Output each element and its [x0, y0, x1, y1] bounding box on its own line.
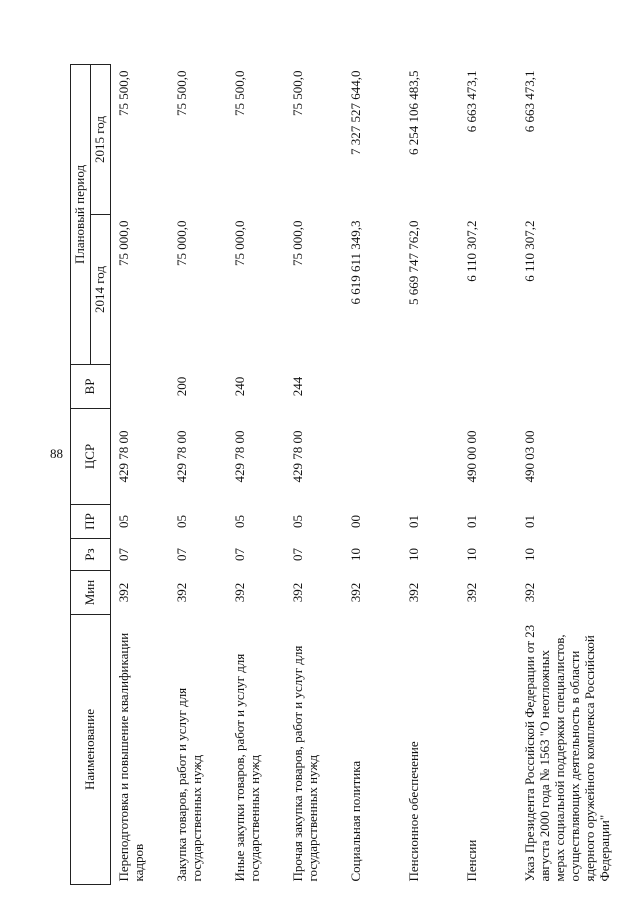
table-row	[227, 64, 285, 884]
table-row	[285, 64, 343, 884]
row-name: Прочая закупка товаров, работ и услуг для государственных нужд	[289, 645, 320, 882]
row-vr	[401, 365, 459, 409]
rotated-page	[70, 65, 630, 885]
row-vr: 200	[173, 376, 189, 397]
row-min: 392	[173, 582, 189, 603]
row-vr	[459, 365, 517, 409]
row-2015: 6 254 106 483,5	[405, 70, 421, 155]
row-pr: 05	[115, 515, 131, 528]
row-2015: 6 663 473,1	[463, 70, 479, 133]
row-rz: 07	[289, 548, 305, 561]
header-name: Наименование	[71, 615, 111, 885]
row-name: Закупка товаров, работ и услуг для государственных нужд	[173, 687, 204, 882]
row-name: Иные закупки товаров, работ и услуг для государственных нужд	[231, 653, 262, 882]
table-row	[110, 64, 169, 884]
header-csr: ЦСР	[71, 409, 111, 505]
row-csr: 429 78 00	[231, 430, 247, 483]
row-2015: 75 500,0	[231, 70, 247, 116]
row-2014: 6 110 307,2	[521, 220, 537, 282]
row-2014: 5 669 747 762,0	[405, 220, 421, 305]
row-name: Переподготовка и повышение квалификации кадров	[115, 632, 146, 882]
header-min: Мин	[71, 571, 111, 615]
header-pr: ПР	[71, 505, 111, 539]
row-csr: 429 78 00	[173, 430, 189, 483]
page-number: 88	[50, 446, 63, 461]
header-period: Плановый период	[71, 64, 91, 364]
row-vr	[110, 365, 169, 409]
table-row	[169, 64, 227, 884]
row-csr: 490 03 00	[521, 430, 537, 483]
row-name: Пенсии	[463, 839, 479, 882]
header-rz: Рз	[71, 539, 111, 571]
row-pr: 00	[347, 515, 363, 528]
row-csr: 429 78 00	[115, 430, 131, 483]
row-rz: 10	[405, 548, 421, 561]
row-vr	[517, 365, 623, 409]
row-pr: 05	[173, 515, 189, 528]
row-min: 392	[405, 582, 421, 603]
table-row	[517, 64, 623, 884]
header-2014: 2014 год	[90, 215, 110, 365]
row-min: 392	[115, 582, 131, 603]
table-row	[343, 64, 401, 884]
row-min: 392	[289, 582, 305, 603]
row-2014: 75 000,0	[173, 220, 189, 266]
row-pr: 01	[521, 515, 537, 528]
row-name: Пенсионное обеспечение	[405, 741, 421, 882]
row-pr: 01	[405, 515, 421, 528]
row-csr: 429 78 00	[289, 430, 305, 483]
row-2015: 6 663 473,1	[521, 70, 537, 133]
row-rz: 10	[463, 548, 479, 561]
row-2014: 6 619 611 349,3	[347, 220, 363, 305]
row-rz: 10	[521, 548, 537, 561]
row-pr: 01	[463, 515, 479, 528]
row-vr: 240	[231, 376, 247, 397]
row-vr: 244	[289, 376, 305, 397]
row-min: 392	[463, 582, 479, 603]
header-vr: ВР	[71, 365, 111, 409]
row-pr: 05	[289, 515, 305, 528]
row-min: 392	[347, 582, 363, 603]
row-vr	[343, 365, 401, 409]
row-2015: 75 500,0	[115, 70, 131, 116]
table-row	[459, 64, 517, 884]
row-name: Социальная политика	[347, 760, 363, 882]
row-csr	[343, 409, 401, 505]
row-2015: 7 327 527 644,0	[347, 70, 363, 155]
row-2014: 75 000,0	[115, 220, 131, 266]
row-pr: 05	[231, 515, 247, 528]
row-2015: 75 500,0	[173, 70, 189, 116]
row-rz: 07	[173, 548, 189, 561]
row-min: 392	[521, 582, 537, 603]
row-2014: 75 000,0	[231, 220, 247, 266]
row-rz: 07	[115, 548, 131, 561]
row-rz: 10	[347, 548, 363, 561]
header-row	[71, 64, 91, 884]
row-2014: 6 110 307,2	[463, 220, 479, 282]
header-2015: 2015 год	[90, 64, 110, 214]
budget-table	[70, 64, 623, 885]
row-min: 392	[231, 582, 247, 603]
table-row	[401, 64, 459, 884]
row-rz: 07	[231, 548, 247, 561]
row-2015: 75 500,0	[289, 70, 305, 116]
row-name: Указ Президента Российской Федерации от 23 августа 2000 года № 1563 "О неотложных мерах социальной поддержки специалистов, осуществляющих деятельность в области ядерного оружейного комплекса Российской Федерации"	[521, 624, 612, 882]
row-csr: 490 00 00	[463, 430, 479, 483]
row-2014: 75 000,0	[289, 220, 305, 266]
row-csr	[401, 409, 459, 505]
